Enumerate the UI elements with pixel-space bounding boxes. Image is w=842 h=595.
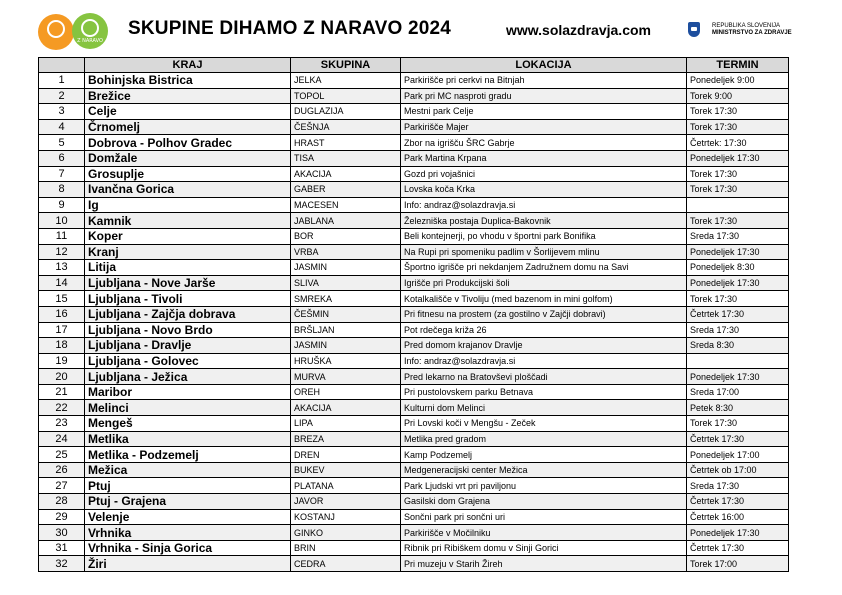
- row-termin: Četrtek 17:30: [687, 540, 789, 556]
- row-skupina: AKACIJA: [291, 166, 401, 182]
- row-skupina: HRAST: [291, 135, 401, 151]
- row-number: 23: [39, 416, 85, 432]
- row-number: 32: [39, 556, 85, 572]
- row-lokacija: Parkirišče Majer: [401, 119, 687, 135]
- row-kraj: Vrhnika: [85, 525, 291, 541]
- row-number: 3: [39, 104, 85, 120]
- row-kraj: Vrhnika - Sinja Gorica: [85, 540, 291, 556]
- table-row: [39, 306, 789, 322]
- table-row: [39, 353, 789, 369]
- table-row: [39, 540, 789, 556]
- row-termin: Torek 17:30: [687, 213, 789, 229]
- table-row: [39, 494, 789, 510]
- table-row: [39, 322, 789, 338]
- row-skupina: DUGLAZIJA: [291, 104, 401, 120]
- row-kraj: Mežica: [85, 462, 291, 478]
- row-lokacija: Gasilski dom Grajena: [401, 494, 687, 510]
- row-lokacija: Pot rdečega križa 26: [401, 322, 687, 338]
- table-row: [39, 509, 789, 525]
- table-header-row: [39, 58, 789, 73]
- row-termin: [687, 353, 789, 369]
- row-lokacija: Park Martina Krpana: [401, 150, 687, 166]
- row-number: 31: [39, 540, 85, 556]
- coat-of-arms-icon: [688, 22, 700, 37]
- row-termin: Sreda 17:30: [687, 228, 789, 244]
- table-row: [39, 88, 789, 104]
- row-number: 16: [39, 306, 85, 322]
- row-lokacija: Igrišče pri Produkcijski šoli: [401, 275, 687, 291]
- row-skupina: BRIN: [291, 540, 401, 556]
- row-skupina: JASMIN: [291, 338, 401, 354]
- row-skupina: MACESEN: [291, 197, 401, 213]
- table-row: [39, 400, 789, 416]
- row-termin: Torek 17:30: [687, 182, 789, 198]
- row-skupina: HRUŠKA: [291, 353, 401, 369]
- row-number: 15: [39, 291, 85, 307]
- row-kraj: Litija: [85, 260, 291, 276]
- row-termin: Ponedeljek 17:30: [687, 244, 789, 260]
- row-termin: Ponedeljek 17:30: [687, 275, 789, 291]
- row-lokacija: Info: andraz@solazdravja.si: [401, 353, 687, 369]
- table-row: [39, 384, 789, 400]
- row-lokacija: Park Ljudski vrt pri paviljonu: [401, 478, 687, 494]
- row-kraj: Ljubljana - Ježica: [85, 369, 291, 385]
- row-number: 2: [39, 88, 85, 104]
- table-row: [39, 135, 789, 151]
- row-number: 17: [39, 322, 85, 338]
- row-lokacija: Zbor na igrišču ŠRC Gabrje: [401, 135, 687, 151]
- row-kraj: Metlika - Podzemelj: [85, 447, 291, 463]
- row-lokacija: Ribnik pri Ribiškem domu v Sinji Gorici: [401, 540, 687, 556]
- column-header-number: [39, 58, 85, 73]
- row-kraj: Ljubljana - Nove Jarše: [85, 275, 291, 291]
- row-termin: Četrtek ob 17:00: [687, 462, 789, 478]
- row-number: 4: [39, 119, 85, 135]
- row-lokacija: Medgeneracijski center Mežica: [401, 462, 687, 478]
- row-number: 12: [39, 244, 85, 260]
- row-skupina: SLIVA: [291, 275, 401, 291]
- row-skupina: JABLANA: [291, 213, 401, 229]
- row-skupina: BRŠLJAN: [291, 322, 401, 338]
- row-skupina: VRBA: [291, 244, 401, 260]
- row-kraj: Ig: [85, 197, 291, 213]
- table-row: [39, 525, 789, 541]
- row-kraj: Velenje: [85, 509, 291, 525]
- row-number: 29: [39, 509, 85, 525]
- row-lokacija: Gozd pri vojašnici: [401, 166, 687, 182]
- row-number: 13: [39, 260, 85, 276]
- row-number: 1: [39, 73, 85, 89]
- row-kraj: Ptuj - Grajena: [85, 494, 291, 510]
- row-termin: Torek 17:30: [687, 119, 789, 135]
- row-termin: Ponedeljek 17:30: [687, 525, 789, 541]
- row-skupina: BOR: [291, 228, 401, 244]
- row-termin: Torek 17:00: [687, 556, 789, 572]
- row-number: 26: [39, 462, 85, 478]
- row-skupina: GINKO: [291, 525, 401, 541]
- row-kraj: Metlika: [85, 431, 291, 447]
- row-skupina: AKACIJA: [291, 400, 401, 416]
- row-lokacija: Park pri MC nasproti gradu: [401, 88, 687, 104]
- row-kraj: Ljubljana - Novo Brdo: [85, 322, 291, 338]
- row-kraj: Ljubljana - Zajčja dobrava: [85, 306, 291, 322]
- row-skupina: ČEŠMIN: [291, 306, 401, 322]
- row-number: 7: [39, 166, 85, 182]
- row-lokacija: Info: andraz@solazdravja.si: [401, 197, 687, 213]
- row-termin: Torek 17:30: [687, 166, 789, 182]
- table-row: [39, 416, 789, 432]
- column-header-lokacija: LOKACIJA: [401, 58, 687, 73]
- row-lokacija: Športno igrišče pri nekdanjem Zadružnem domu na Savi: [401, 260, 687, 276]
- row-termin: Ponedeljek 9:00: [687, 73, 789, 89]
- row-lokacija: Kotalkališče v Tivoliju (med bazenom in mini golfom): [401, 291, 687, 307]
- row-skupina: GABER: [291, 182, 401, 198]
- row-lokacija: Pred lekarno na Bratovševi ploščadi: [401, 369, 687, 385]
- row-skupina: MURVA: [291, 369, 401, 385]
- row-termin: [687, 197, 789, 213]
- row-number: 22: [39, 400, 85, 416]
- row-number: 25: [39, 447, 85, 463]
- row-number: 8: [39, 182, 85, 198]
- row-skupina: JASMIN: [291, 260, 401, 276]
- row-lokacija: Pri fitnesu na prostem (za gostilno v Zajčji dobravi): [401, 306, 687, 322]
- row-termin: Četrtek: 17:30: [687, 135, 789, 151]
- row-number: 5: [39, 135, 85, 151]
- row-lokacija: Železniška postaja Duplica-Bakovnik: [401, 213, 687, 229]
- row-termin: Ponedeljek 17:00: [687, 447, 789, 463]
- row-kraj: Črnomelj: [85, 119, 291, 135]
- row-lokacija: Beli kontejnerji, po vhodu v športni park Bonifika: [401, 228, 687, 244]
- table-row: [39, 119, 789, 135]
- row-kraj: Domžale: [85, 150, 291, 166]
- figure-icon: [47, 20, 65, 38]
- row-number: 21: [39, 384, 85, 400]
- page-header: [0, 0, 842, 56]
- row-lokacija: Parkirišče v Močilniku: [401, 525, 687, 541]
- row-lokacija: Pri pustolovskem parku Betnava: [401, 384, 687, 400]
- row-number: 20: [39, 369, 85, 385]
- row-lokacija: Parkirišče pri cerkvi na Bitnjah: [401, 73, 687, 89]
- sola-zdravja-logo-icon: [38, 14, 74, 50]
- row-lokacija: Pri Lovski koči v Mengšu - Zeček: [401, 416, 687, 432]
- row-termin: Četrtek 17:30: [687, 306, 789, 322]
- row-number: 27: [39, 478, 85, 494]
- gov-line-1: REPUBLIKA SLOVENIJA: [712, 23, 781, 29]
- table-row: [39, 150, 789, 166]
- row-termin: Torek 17:30: [687, 291, 789, 307]
- logo-text: Z NARAVO: [77, 38, 103, 44]
- row-skupina: JELKA: [291, 73, 401, 89]
- row-number: 28: [39, 494, 85, 510]
- table-row: [39, 431, 789, 447]
- table-row: [39, 478, 789, 494]
- row-termin: Torek 17:30: [687, 416, 789, 432]
- row-kraj: Maribor: [85, 384, 291, 400]
- column-header-kraj: KRAJ: [85, 58, 291, 73]
- row-skupina: LIPA: [291, 416, 401, 432]
- row-skupina: DREN: [291, 447, 401, 463]
- row-lokacija: Na Rupi pri spomeniku padlim v Šorlijevem mlinu: [401, 244, 687, 260]
- row-number: 19: [39, 353, 85, 369]
- row-kraj: Brežice: [85, 88, 291, 104]
- table-row: [39, 197, 789, 213]
- row-termin: Ponedeljek 8:30: [687, 260, 789, 276]
- row-number: 30: [39, 525, 85, 541]
- row-termin: Ponedeljek 17:30: [687, 150, 789, 166]
- row-lokacija: Metlika pred gradom: [401, 431, 687, 447]
- row-kraj: Kranj: [85, 244, 291, 260]
- table-row: [39, 213, 789, 229]
- row-skupina: SMREKA: [291, 291, 401, 307]
- row-termin: Sreda 8:30: [687, 338, 789, 354]
- row-skupina: PLATANA: [291, 478, 401, 494]
- row-kraj: Grosuplje: [85, 166, 291, 182]
- row-lokacija: Mestni park Celje: [401, 104, 687, 120]
- table-row: [39, 556, 789, 572]
- row-number: 14: [39, 275, 85, 291]
- leaf-icon: [81, 19, 99, 37]
- table-row: [39, 182, 789, 198]
- table-row: [39, 244, 789, 260]
- row-termin: Petek 8:30: [687, 400, 789, 416]
- row-termin: Četrtek 17:30: [687, 494, 789, 510]
- row-skupina: JAVOR: [291, 494, 401, 510]
- row-termin: Sreda 17:30: [687, 322, 789, 338]
- row-termin: Sreda 17:30: [687, 478, 789, 494]
- table-row: [39, 275, 789, 291]
- row-kraj: Ljubljana - Golovec: [85, 353, 291, 369]
- row-number: 11: [39, 228, 85, 244]
- table-row: [39, 291, 789, 307]
- row-termin: Četrtek 16:00: [687, 509, 789, 525]
- row-number: 6: [39, 150, 85, 166]
- row-lokacija: Lovska koča Krka: [401, 182, 687, 198]
- row-termin: Četrtek 17:30: [687, 431, 789, 447]
- row-skupina: CEDRA: [291, 556, 401, 572]
- row-kraj: Bohinjska Bistrica: [85, 73, 291, 89]
- table-row: [39, 104, 789, 120]
- row-skupina: ČEŠNJA: [291, 119, 401, 135]
- row-kraj: Ljubljana - Tivoli: [85, 291, 291, 307]
- page-title: SKUPINE DIHAMO Z NARAVO 2024: [128, 18, 452, 39]
- row-skupina: OREH: [291, 384, 401, 400]
- groups-table: [38, 57, 789, 572]
- row-lokacija: Pri muzeju v Starih Žireh: [401, 556, 687, 572]
- row-lokacija: Kulturni dom Melinci: [401, 400, 687, 416]
- table-row: [39, 447, 789, 463]
- row-skupina: BUKEV: [291, 462, 401, 478]
- table-row: [39, 462, 789, 478]
- row-lokacija: Pred domom krajanov Dravlje: [401, 338, 687, 354]
- gov-line-2: MINISTRSTVO ZA ZDRAVJE: [712, 30, 792, 36]
- row-kraj: Dobrova - Polhov Gradec: [85, 135, 291, 151]
- row-skupina: KOSTANJ: [291, 509, 401, 525]
- row-skupina: BREZA: [291, 431, 401, 447]
- row-kraj: Ivančna Gorica: [85, 182, 291, 198]
- row-kraj: Celje: [85, 104, 291, 120]
- column-header-skupina: SKUPINA: [291, 58, 401, 73]
- row-number: 9: [39, 197, 85, 213]
- row-kraj: Koper: [85, 228, 291, 244]
- table-row: [39, 73, 789, 89]
- row-termin: Ponedeljek 17:30: [687, 369, 789, 385]
- website-link[interactable]: www.solazdravja.com: [506, 22, 651, 38]
- row-number: 10: [39, 213, 85, 229]
- table-row: [39, 228, 789, 244]
- row-skupina: TISA: [291, 150, 401, 166]
- row-kraj: Ljubljana - Dravlje: [85, 338, 291, 354]
- row-kraj: Kamnik: [85, 213, 291, 229]
- row-termin: Torek 17:30: [687, 104, 789, 120]
- row-kraj: Melinci: [85, 400, 291, 416]
- row-termin: Sreda 17:00: [687, 384, 789, 400]
- row-lokacija: Sončni park pri sončni uri: [401, 509, 687, 525]
- column-header-termin: TERMIN: [687, 58, 789, 73]
- row-number: 24: [39, 431, 85, 447]
- table-row: [39, 369, 789, 385]
- table-row: [39, 166, 789, 182]
- row-lokacija: Kamp Podzemelj: [401, 447, 687, 463]
- table-row: [39, 338, 789, 354]
- row-kraj: Ptuj: [85, 478, 291, 494]
- z-naravo-logo-icon: [72, 13, 108, 49]
- row-kraj: Mengeš: [85, 416, 291, 432]
- row-skupina: TOPOL: [291, 88, 401, 104]
- row-termin: Torek 9:00: [687, 88, 789, 104]
- row-number: 18: [39, 338, 85, 354]
- row-kraj: Žiri: [85, 556, 291, 572]
- table-row: [39, 260, 789, 276]
